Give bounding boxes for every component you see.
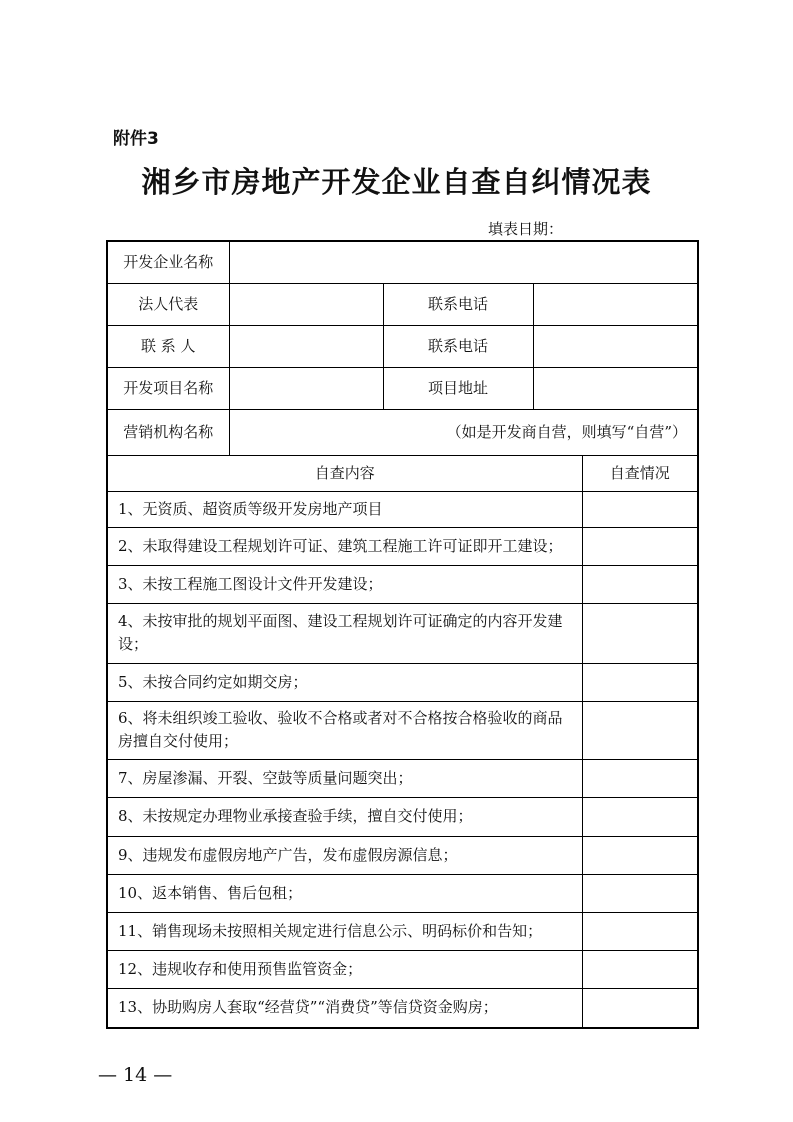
project-address-field[interactable] [533,367,698,409]
check-status-cell[interactable] [582,797,698,836]
check-status-cell[interactable] [582,565,698,603]
phone-label: 联系电话 [383,283,533,325]
check-status-cell[interactable] [582,874,698,912]
check-status-cell[interactable] [582,603,698,663]
check-status-cell[interactable] [582,759,698,797]
check-item: 1、无资质、超资质等级开发房地产项目 [107,491,582,527]
contact-field[interactable] [229,325,383,367]
content-header: 自查内容 [107,455,582,491]
check-item: 3、未按工程施工图设计文件开发建设； [107,565,582,603]
legal-rep-phone-field[interactable] [533,283,698,325]
project-name-label: 开发项目名称 [107,367,229,409]
check-item: 2、未取得建设工程规划许可证、建筑工程施工许可证即开工建设； [107,527,582,565]
company-name-field[interactable] [229,241,698,283]
page-number: — 14 — [98,1064,173,1086]
check-item: 7、房屋渗漏、开裂、空鼓等质量问题突出； [107,759,582,797]
company-name-label: 开发企业名称 [107,241,229,283]
self-check-form [106,240,699,1029]
check-status-cell[interactable] [582,950,698,988]
check-item: 13、协助购房人套取“经营贷”“消费贷”等信贷资金购房； [107,988,582,1028]
check-item: 9、违规发布虚假房地产广告，发布虚假房源信息； [107,836,582,874]
check-status-cell[interactable] [582,912,698,950]
check-status-cell[interactable] [582,701,698,759]
check-item: 6、将未组织竣工验收、验收不合格或者对不合格按合格验收的商品房擅自交付使用； [107,701,582,759]
date-label: 填表日期： [488,220,564,238]
sales-agency-note: （如是开发商自营，则填写“自营”） [446,422,687,441]
contact-phone-field[interactable] [533,325,698,367]
check-item: 4、未按审批的规划平面图、建设工程规划许可证确定的内容开发建设； [107,603,582,663]
sales-agency-field[interactable] [229,409,698,455]
attachment-label: 附件3 [113,129,159,149]
check-status-cell[interactable] [582,988,698,1028]
legal-rep-field[interactable] [229,283,383,325]
legal-rep-label: 法人代表 [107,283,229,325]
page-title: 湘乡市房地产开发企业自查自纠情况表 [141,165,652,199]
check-item: 8、未按规定办理物业承接查验手续，擅自交付使用； [107,797,582,836]
status-header: 自查情况 [582,455,698,491]
check-item: 12、违规收存和使用预售监管资金； [107,950,582,988]
contact-phone-label: 联系电话 [383,325,533,367]
check-status-cell[interactable] [582,527,698,565]
project-name-field[interactable] [229,367,383,409]
check-status-cell[interactable] [582,491,698,527]
sales-agency-label: 营销机构名称 [107,409,229,455]
project-address-label: 项目地址 [383,367,533,409]
check-item: 5、未按合同约定如期交房； [107,663,582,701]
check-status-cell[interactable] [582,663,698,701]
check-status-cell[interactable] [582,836,698,874]
check-item: 10、返本销售、售后包租； [107,874,582,912]
check-item: 11、销售现场未按照相关规定进行信息公示、明码标价和告知； [107,912,582,950]
contact-label: 联 系 人 [107,325,229,367]
